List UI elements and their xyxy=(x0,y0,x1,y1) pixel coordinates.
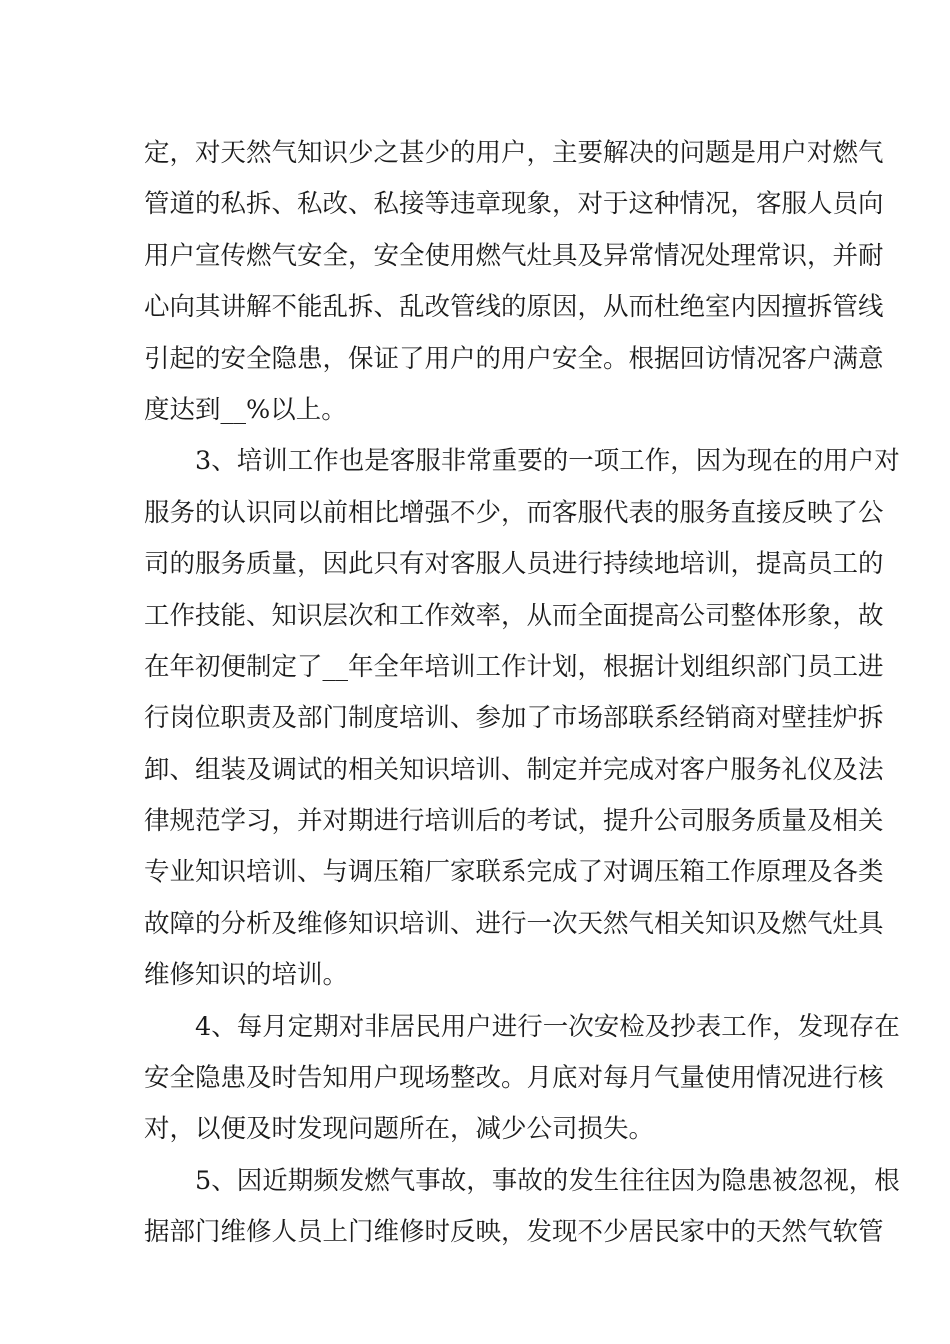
text-line: 5、因近期频发燃气事故，事故的发生往往因为隐患被忽视，根 xyxy=(195,1165,900,1196)
text-line: 工作技能、知识层次和工作效率，从而全面提高公司整体形象，故 xyxy=(144,600,884,631)
text-line: 在年初便制定了__年全年培训工作计划，根据计划组织部门员工进 xyxy=(144,651,884,682)
text-line: 定，对天然气知识少之甚少的用户，主要解决的问题是用户对燃气 xyxy=(144,138,884,168)
text-line: 管道的私拆、私改、私接等违章现象，对于这种情况，客服人员向 xyxy=(144,189,884,220)
text-line: 行岗位职责及部门制度培训、参加了市场部联系经销商对壁挂炉拆 xyxy=(144,703,884,734)
text-line: 卸、组装及调试的相关知识培训、制定并完成对客户服务礼仪及法 xyxy=(144,754,884,785)
paragraph-continued xyxy=(144,128,884,436)
text-line: 据部门维修人员上门维修时反映，发现不少居民家中的天然气软管 xyxy=(144,1217,884,1248)
text-line: 心向其讲解不能乱拆、乱改管线的原因，从而杜绝室内因擅拆管线 xyxy=(144,292,884,323)
document-body xyxy=(144,128,900,1259)
paragraph-item-5 xyxy=(144,1156,900,1259)
text-line: 度达到__%以上。 xyxy=(144,394,347,425)
text-line: 3、培训工作也是客服非常重要的一项工作，因为现在的用户对 xyxy=(195,446,900,477)
text-line: 4、每月定期对非居民用户进行一次安检及抄表工作，发现存在 xyxy=(195,1011,900,1042)
paragraph-item-4 xyxy=(144,1002,900,1156)
text-line: 律规范学习，并对期进行培训后的考试，提升公司服务质量及相关 xyxy=(144,806,884,837)
text-line: 对，以便及时发现问题所在，减少公司损失。 xyxy=(144,1114,655,1145)
paragraph-item-3 xyxy=(144,436,900,1001)
text-line: 司的服务质量，因此只有对客服人员进行持续地培训，提高员工的 xyxy=(144,549,884,580)
text-line: 维修知识的培训。 xyxy=(144,960,349,991)
text-line: 安全隐患及时告知用户现场整改。月底对每月气量使用情况进行核 xyxy=(144,1063,884,1094)
text-line: 服务的认识同以前相比增强不少，而客服代表的服务直接反映了公 xyxy=(144,497,884,528)
text-line: 引起的安全隐患，保证了用户的用户安全。根据回访情况客户满意 xyxy=(144,343,884,374)
text-line: 专业知识培训、与调压箱厂家联系完成了对调压箱工作原理及各类 xyxy=(144,857,884,888)
text-line: 用户宣传燃气安全，安全使用燃气灶具及异常情况处理常识，并耐 xyxy=(144,240,884,271)
text-line: 故障的分析及维修知识培训、进行一次天然气相关知识及燃气灶具 xyxy=(144,908,884,939)
